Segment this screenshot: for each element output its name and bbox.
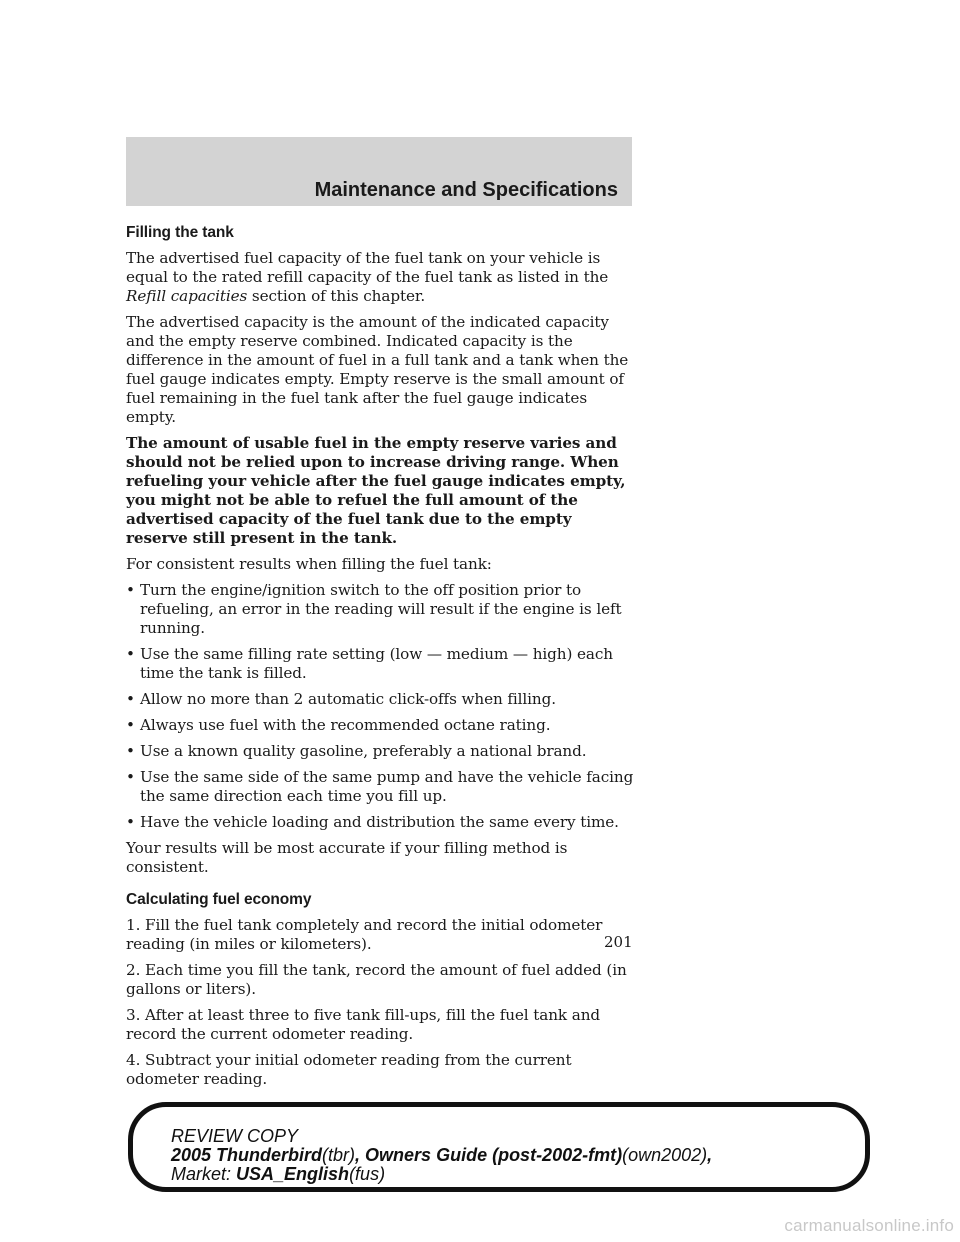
- footer-market-label: Market:: [171, 1164, 232, 1184]
- list-item: [126, 690, 636, 709]
- site-watermark: carmanualsonline.info: [784, 1216, 954, 1235]
- section-heading-fuel-economy: Calculating fuel economy: [126, 891, 312, 908]
- list-item-text: Use the same filling rate setting (low — medium — high) each time the tank is filled.: [140, 645, 613, 682]
- chapter-header-band: [126, 137, 632, 206]
- list-item: [126, 813, 636, 832]
- footer-separator: ,: [707, 1145, 713, 1165]
- bullet-icon: •: [126, 716, 135, 734]
- page-content: [126, 223, 636, 1096]
- footer-text: [171, 1127, 712, 1184]
- refill-capacities-reference: Refill capacities: [126, 287, 248, 305]
- list-item-text: Use a known quality gasoline, preferably a national brand.: [140, 742, 587, 760]
- step-paragraph: 2. Each time you fill the tank, record the amount of fuel added (in gallons or liters).: [126, 961, 627, 998]
- list-item-text: Always use fuel with the recommended octane rating.: [140, 716, 551, 734]
- paragraph-advertised-capacity: [126, 249, 636, 306]
- bullet-icon: •: [126, 768, 135, 786]
- page-number: 201: [604, 933, 633, 951]
- list-item-text: Allow no more than 2 automatic click-offs when filling.: [140, 690, 556, 708]
- list-item: [126, 742, 636, 761]
- tips-list: [126, 581, 636, 832]
- review-copy-footer: [128, 1102, 870, 1192]
- list-item-text: Use the same side of the same pump and have the vehicle facing the same direction each time you fill up.: [140, 768, 634, 805]
- footer-model-code: (tbr): [322, 1145, 356, 1165]
- bullets-intro: For consistent results when filling the fuel tank:: [126, 555, 492, 573]
- list-item-text: Have the vehicle loading and distribution the same every time.: [140, 813, 619, 831]
- footer-line-market: [171, 1165, 712, 1184]
- chapter-title: Maintenance and Specifications: [314, 179, 618, 201]
- list-item: [126, 716, 636, 735]
- paragraph-indicated-capacity: The advertised capacity is the amount of the indicated capacity and the empty reserve combined. Indicated capacity is the difference in the amount of fuel in a full tank and a tank when the fuel gauge indicates empty. Empty reserve is the small amount of fuel remaining in the fuel tank after the fuel gauge indicates empty.: [126, 313, 629, 426]
- step-paragraph: 3. After at least three to five tank fill-ups, fill the fuel tank and record the current odometer reading.: [126, 1006, 600, 1043]
- list-item: [126, 768, 636, 806]
- footer-model: 2005 Thunderbird: [171, 1145, 323, 1165]
- footer-guide-code: (own2002): [622, 1145, 708, 1165]
- bullet-icon: •: [126, 813, 135, 831]
- bullet-icon: •: [126, 581, 135, 599]
- footer-separator: ,: [355, 1145, 366, 1165]
- list-item-text: Turn the engine/ignition switch to the off position prior to refueling, an error in the reading will result if the engine is left running.: [140, 581, 622, 637]
- bullet-icon: •: [126, 645, 135, 663]
- step-paragraph: 4. Subtract your initial odometer reading from the current odometer reading.: [126, 1051, 572, 1088]
- step-paragraph: 1. Fill the fuel tank completely and record the initial odometer reading (in miles or kilometers).: [126, 916, 603, 953]
- list-item: [126, 645, 636, 683]
- warning-paragraph: The amount of usable fuel in the empty reserve varies and should not be relied upon to increase driving range. When refueling your vehicle after the fuel gauge indicates empty, you might not be able to refuel the full amount of the advertised capacity of the fuel tank due to the empty reserve still present in the tank.: [126, 434, 626, 547]
- footer-guide: Owners Guide (post-2002-fmt): [365, 1145, 623, 1165]
- footer-line-review: REVIEW COPY: [171, 1126, 299, 1146]
- footer-market: USA_English: [236, 1164, 350, 1184]
- footer-market-code: (fus): [349, 1164, 386, 1184]
- paragraph-text: The advertised fuel capacity of the fuel tank on your vehicle is equal to the rated refill capacity of the fuel tank as listed in the: [126, 249, 609, 286]
- list-item: [126, 581, 636, 638]
- bullet-icon: •: [126, 690, 135, 708]
- closing-paragraph: Your results will be most accurate if your filling method is consistent.: [126, 839, 568, 876]
- bullet-icon: •: [126, 742, 135, 760]
- paragraph-text: section of this chapter.: [251, 287, 426, 305]
- section-heading-filling: Filling the tank: [126, 224, 234, 241]
- footer-line-model: [171, 1146, 712, 1165]
